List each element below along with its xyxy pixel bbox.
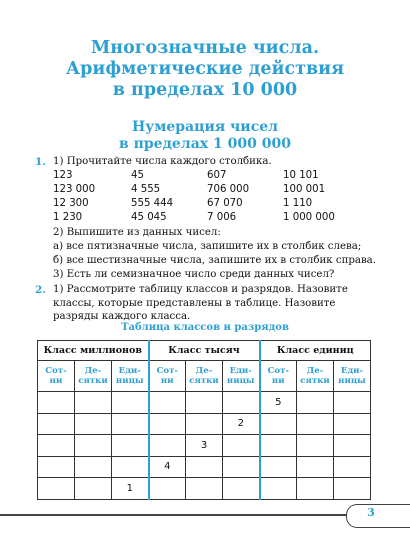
table-cell (297, 435, 334, 457)
table-cell (75, 478, 112, 500)
number-item: 45 045 (131, 212, 167, 223)
class-header-millions: Класс миллионов (38, 341, 149, 361)
digit-header-tens (297, 361, 334, 392)
table-cell (223, 456, 260, 478)
table-row (38, 435, 371, 457)
footer-rule (0, 514, 350, 516)
table-cell (297, 456, 334, 478)
digit-header-part: ни (160, 376, 174, 386)
table-cell (334, 456, 371, 478)
table-cell (186, 392, 223, 414)
number-item: 706 000 (207, 184, 250, 195)
digit-header-part: ницы (338, 376, 366, 386)
table-cell (75, 413, 112, 435)
table-digit-header-row (38, 361, 371, 392)
classes-table (37, 340, 371, 500)
table-cell (112, 435, 149, 457)
table-cell (38, 456, 75, 478)
section-title-line: Нумерация чисел (132, 119, 278, 135)
chapter-title (0, 38, 410, 101)
digit-header-part: Де- (84, 365, 102, 376)
digit-header-part: ни (271, 376, 285, 386)
task-1-question-2: 2) Выпишите из данных чисел: (53, 227, 221, 238)
digit-header-part: сятки (189, 376, 219, 386)
task-1-question-2b: б) все шестизначные числа, запишите их в столбик справа. (53, 255, 376, 266)
digit-header-hundreds (260, 361, 297, 392)
number-item: 10 101 (283, 170, 319, 181)
table-cell: 3 (186, 435, 223, 457)
table-cell (223, 392, 260, 414)
page-number: 3 (367, 506, 375, 519)
table-cell (112, 413, 149, 435)
digit-header-part: ни (49, 376, 63, 386)
task-2-number: 2. (35, 284, 46, 296)
number-item: 67 070 (207, 198, 243, 209)
table-cell (297, 478, 334, 500)
table-cell (334, 392, 371, 414)
digit-header-part: Сот- (45, 365, 67, 376)
table-cell (38, 413, 75, 435)
number-item: 607 (207, 170, 227, 181)
table-cell (149, 392, 186, 414)
digit-header-part: ницы (226, 376, 255, 386)
digit-header-hundreds (149, 361, 186, 392)
digit-header-tens (75, 361, 112, 392)
number-item: 1 230 (53, 212, 83, 223)
digit-header-part: сятки (300, 376, 330, 386)
table-cell (186, 478, 223, 500)
digit-header-units (334, 361, 371, 392)
task-1-number: 1. (35, 156, 46, 168)
digit-header-part: Еди- (340, 365, 364, 376)
number-item: 555 444 (131, 198, 174, 209)
table-cell (260, 478, 297, 500)
digit-header-part: ницы (115, 376, 144, 386)
table-cell (112, 392, 149, 414)
table-cell (38, 435, 75, 457)
table-cell (334, 478, 371, 500)
table-cell (149, 478, 186, 500)
table-cell (260, 413, 297, 435)
table-cell (112, 456, 149, 478)
table-cell (75, 435, 112, 457)
digit-header-units (223, 361, 260, 392)
number-item: 1 000 000 (283, 212, 335, 223)
digit-header-tens (186, 361, 223, 392)
digit-header-hundreds (38, 361, 75, 392)
table-cell (260, 435, 297, 457)
digit-header-part: Де- (195, 365, 213, 376)
number-item: 12 300 (53, 198, 89, 209)
table-cell (297, 392, 334, 414)
table-class-header-row (38, 341, 371, 361)
chapter-title-line: в пределах 10 000 (112, 80, 298, 100)
table-row (38, 392, 371, 414)
table-cell (38, 392, 75, 414)
table-row (38, 456, 371, 478)
table-cell: 2 (223, 413, 260, 435)
number-item: 4 555 (131, 184, 161, 195)
number-item: 1 110 (283, 198, 313, 209)
table-cell (75, 456, 112, 478)
number-item: 100 001 (283, 184, 326, 195)
table-cell (223, 435, 260, 457)
chapter-title-line: Многозначные числа. (90, 38, 320, 58)
table-row (38, 413, 371, 435)
number-item: 7 006 (207, 212, 237, 223)
section-title-line: в пределах 1 000 000 (119, 136, 291, 152)
task-1-intro: 1) Прочитайте числа каждого столбика. (53, 156, 272, 167)
section-title (0, 119, 410, 153)
digit-header-part: сятки (78, 376, 108, 386)
chapter-title-line: Арифметические действия (65, 59, 345, 79)
table-cell (38, 478, 75, 500)
table-cell (223, 478, 260, 500)
number-item: 123 (53, 170, 73, 181)
digit-header-part: Де- (306, 365, 324, 376)
table-caption: Таблица классов и разрядов (121, 322, 289, 333)
table-cell (149, 435, 186, 457)
class-header-units: Класс единиц (260, 341, 371, 361)
table-cell (186, 456, 223, 478)
table-cell (260, 456, 297, 478)
table-cell: 1 (112, 478, 149, 500)
table-cell (334, 435, 371, 457)
digit-header-part: Еди- (118, 365, 141, 376)
digit-header-part: Еди- (229, 365, 252, 376)
task-1-question-3: 3) Есть ли семизначное число среди данных чисел? (53, 269, 335, 280)
digit-header-units (112, 361, 149, 392)
table-cell (297, 413, 334, 435)
number-item: 123 000 (53, 184, 96, 195)
table-cell (149, 413, 186, 435)
number-item: 45 (131, 170, 144, 181)
task-2-text: 1) Рассмотрите таблицу классов и разрядов. Назовите классы, которые представлены в таблице. Назовите разряды каждого класса. (53, 284, 348, 322)
table-cell (334, 413, 371, 435)
table-cell (186, 413, 223, 435)
table-cell (75, 392, 112, 414)
table-cell: 4 (149, 456, 186, 478)
task-1-question-2a: а) все пятизначные числа, запишите их в столбик слева; (53, 241, 362, 252)
table-cell: 5 (260, 392, 297, 414)
class-header-thousands: Класс тысяч (149, 341, 260, 361)
digit-header-part: Сот- (267, 365, 289, 376)
digit-header-part: Сот- (156, 365, 178, 376)
table-row (38, 478, 371, 500)
